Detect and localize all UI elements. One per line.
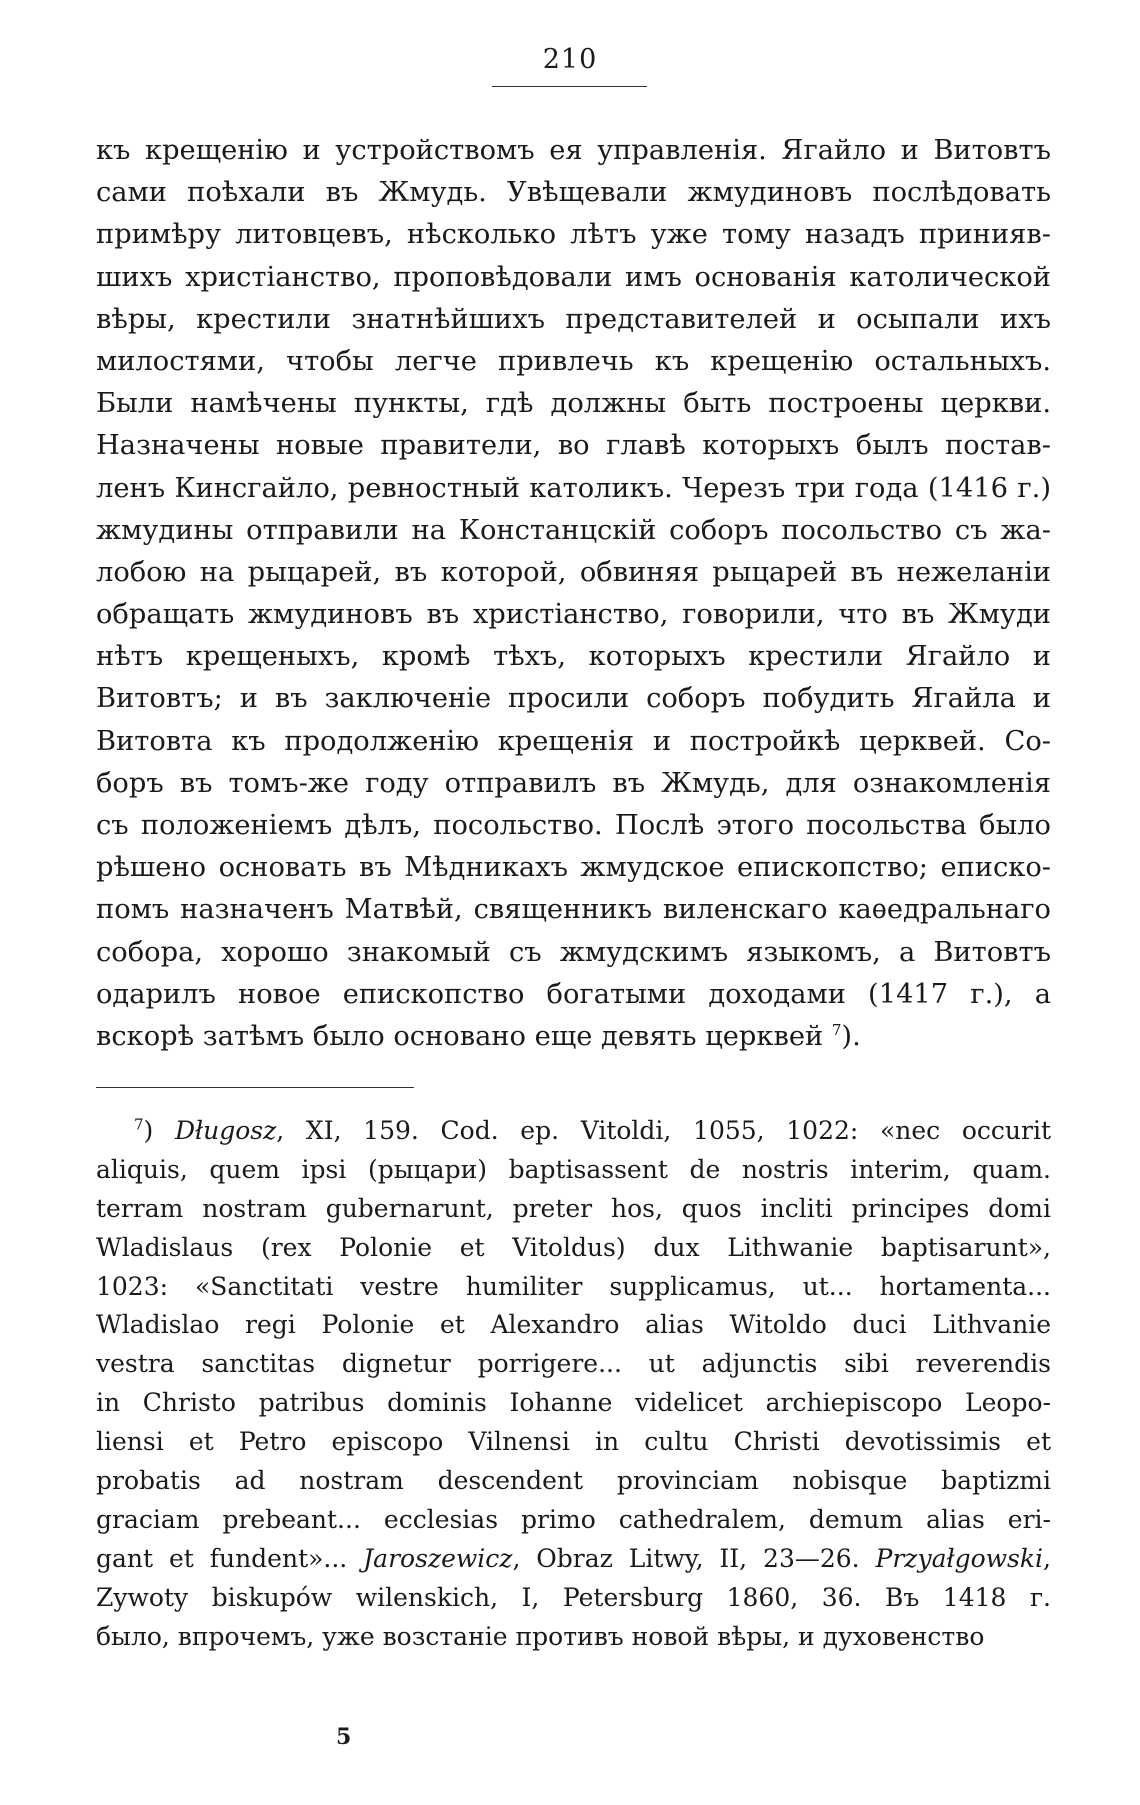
- signature-mark: 5: [336, 1724, 352, 1750]
- footnote-rule: [96, 1087, 414, 1088]
- header-rule: [492, 86, 647, 87]
- text-line: жмудины отправили на Констанцскій соборъ посольство съ жа-: [96, 514, 1051, 546]
- footnote-line-text: , Obraz Litwy, II, 23—26.: [512, 1543, 876, 1573]
- footnote-line: vestra sanctitas dignetur porrigere... ut adjunctis sibi reverendis: [96, 1349, 1051, 1379]
- text-line: Назначены новые правители, во главѣ которыхъ былъ постав-: [96, 430, 1051, 462]
- footnote-line: 1023: «Sanctitati vestre humiliter supplicamus, ut... hortamenta...: [96, 1271, 1051, 1301]
- footnote-line: Wladislaus (rex Polonie et Vitoldus) dux Lithwanie baptisarunt»,: [96, 1232, 1051, 1262]
- footnote-line: [96, 1540, 1051, 1579]
- text-line: шихъ христіанство, проповѣдовали имъ основанія католической: [96, 261, 1051, 293]
- footnote-author: Długosz: [174, 1116, 277, 1145]
- text-line: нѣтъ крещеныхъ, кромѣ тѣхъ, которыхъ крестили Ягайло и: [96, 641, 1051, 673]
- text-line: рѣшено основать въ Мѣдникахъ жмудское епископство; еписко-: [96, 852, 1051, 884]
- footnote-line: in Christo patribus dominis Iohanne videlicet archiepiscopo Leopo-: [96, 1388, 1051, 1418]
- footnote-line: Wladislao regi Polonie et Alexandro alias Witoldo duci Lithvanie: [96, 1310, 1051, 1340]
- text-line: милостями, чтобы легче привлечь къ крещенію остальныхъ.: [96, 345, 1051, 377]
- text-line: помъ назначенъ Матвѣй, священникъ виленскаго каѳедральнаго: [96, 894, 1051, 926]
- footnote-line-text: gant et fundent»...: [96, 1543, 364, 1573]
- text-line: съ положеніемъ дѣлъ, посольство. Послѣ этого посольства было: [96, 810, 1051, 841]
- text-line: собора, хорошо знакомый съ жмудскимъ языкомъ, а Витовтъ: [96, 936, 1051, 968]
- text-line: Витовта къ продолженію крещенія и постройкѣ церквей. Со-: [96, 725, 1051, 757]
- footnote-line: было, впрочемъ, уже возстаніе противъ новой вѣры, и духовенство: [96, 1621, 985, 1651]
- footnote-line-text: ,: [1043, 1543, 1051, 1573]
- text-line: къ крещенію и устройствомъ ея управленія. Ягайло и Витовтъ: [96, 135, 1051, 166]
- main-text: [96, 130, 1051, 1058]
- text-line: лобою на рыцарей, въ которой, обвиняя рыцарей въ нежеланіи: [96, 556, 1051, 588]
- text-line: сами поѣхали въ Жмудь. Увѣщевали жмудиновъ послѣдовать: [96, 177, 1051, 209]
- footnote-mark: 7: [134, 1115, 144, 1134]
- footnote-author: Jaroszewicz: [363, 1543, 513, 1573]
- footnote-line: $^7$) Długosz, XI, 159. Cod. ep. Vitoldi, 1055, 1022: «nec occurit: [134, 1115, 1051, 1145]
- footnote-author: Przyałgowski: [875, 1543, 1044, 1573]
- footnote: [96, 1112, 1051, 1656]
- text-line: примѣру литовцевъ, нѣсколько лѣтъ уже тому назадъ принияв-: [96, 219, 1051, 251]
- text-line: обращать жмудиновъ въ христіанство, говорили, что въ Жмуди: [96, 599, 1051, 631]
- text-line: боръ въ томъ-же году отправилъ въ Жмудь, для ознакомленія: [96, 767, 1051, 799]
- footnote-line: aliquis, quem ipsi (рыцари) baptisassent de nostris interim, quam.: [96, 1154, 1051, 1184]
- text-line-last: [96, 1016, 1051, 1058]
- last-line-text: вскорѣ затѣмъ было основано еще девять церквей: [96, 1020, 824, 1052]
- footnote-reference: 7: [831, 1020, 842, 1039]
- text-line: одарилъ новое епископство богатыми доходами (1417 г.), а: [96, 978, 1051, 1010]
- footnote-line: terram nostram gubernarunt, preter hos, quos incliti principes domi: [96, 1193, 1051, 1223]
- text-line: ленъ Кинсгайло, ревностный католикъ. Черезъ три года (1416 г.): [96, 472, 1051, 504]
- text-line: Были намѣчены пункты, гдѣ должны быть построены церкви.: [96, 388, 1051, 420]
- footnote-line: liensi et Petro episcopo Vilnensi in cultu Christi devotissimis et: [96, 1427, 1051, 1457]
- text-line: Витовтъ; и въ заключеніе просили соборъ побудить Ягайла и: [96, 683, 1051, 715]
- footnote-line: probatis ad nostram descendent provinciam nobisque baptizmi: [96, 1466, 1051, 1496]
- footnote-line-text: , XI, 159. Cod. ep. Vitoldi, 1055, 1022: «nec occurit: [276, 1116, 1051, 1145]
- text-line: вѣры, крестили знатнѣйшихъ представителей и осыпали ихъ: [96, 303, 1051, 335]
- footnote-line: Zywoty biskupów wilenskich, I, Petersburg 1860, 36. Въ 1418 г.: [96, 1582, 1051, 1612]
- footnote-line: graciam prebeant... ecclesias primo cathedralem, demum alias eri-: [96, 1504, 1051, 1534]
- page-number: 210: [542, 44, 598, 75]
- last-line-end: ).: [841, 1020, 861, 1052]
